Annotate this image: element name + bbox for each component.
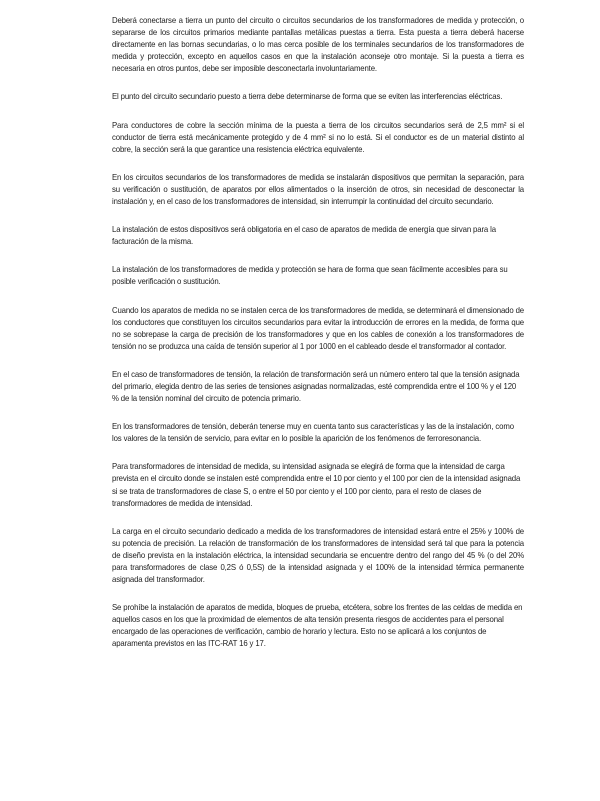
paragraph-conductor-section: Para conductores de cobre la sección mínima de la puesta a tierra de los circuitos secundarios será de 2,5 mm² si el conductor de tierra está mecánicamente protegido y de 4 mm² si no lo está. Si el conductor es de un material distinto al cobre, la sección será la que garantice una resistencia eléctrica equivalente. <box>112 119 524 154</box>
paragraph-separation-devices: En los circuitos secundarios de los transformadores de medida se instalarán dispositivos que permitan la separación, para su verificación o sustitución, de aparatos por ellos alimentados o la inserción de otros, sin necesidad de desconectar la instalación y, en el caso de los transformadores de intensidad, sin interrumpir la continuidad del circuito secundario. <box>112 171 524 207</box>
paragraph-secondary-burden: La carga en el circuito secundario dedicado a medida de los transformadores de intensidad estará entre el 25% y 100% de su potencia de precisión. La relación de transformación de los transformadores de intensidad será tal que para la potencia de diseño prevista en la instalación eléctrica, la intensidad secundaria se encuentre dentro del rango del 45 % (o del 20% para transformadores de clase 0,2S ó 0,5S) de la intensidad asignada y el 100% de la intensidad térmica permanente asignada del transformador. <box>112 525 524 585</box>
paragraph-grounding-secondary: Deberá conectarse a tierra un punto del circuito o circuitos secundarios de los transformadores de medida y protección, o separarse de los circuitos primarios mediante pantallas metálicas puestas a tierra. Esta puesta a tierra deberá hacerse directamente en las bornas secundarias, o lo mas cerca posible de los terminales secundarios de los transformadores de medida y protección, excepto en aquellos casos en que la instalación aconseje otro montaje. Si la puesta a tierra es necesaria en otros puntos, debe ser imposible desconectarla involuntariamente. <box>112 15 524 74</box>
paragraph-prohibition: Se prohíbe la instalación de aparatos de medida, bloques de prueba, etcétera, sobre los frentes de las celdas de medida en aquellos casos en los que la proximidad de elementos de alta tensión presenta riesgos de accidentes para el personal encargado de las operaciones de verificación, cambio de horario y lectura. Esto no se aplicará a los conjuntos de aparamenta previstos en las ITC-RAT 16 y 17. <box>112 602 523 649</box>
paragraph-voltage-ratio: En el caso de transformadores de tensión, la relación de transformación será un número entero tal que la tensión asignada del primario, elegida dentro de las series de tensiones asignadas normalizadas, esté comprendida entre el 100 % y el 120 % de la tensión nominal del circuito de potencia primario. <box>112 368 520 404</box>
paragraph-accessibility: La instalación de los transformadores de medida y protección se hara de forma que sean fácilmente accesibles para su posible verificación o sustitución. <box>112 264 508 287</box>
paragraph-current-rating: Para transformadores de intensidad de medida, su intensidad asignada se elegirá de forma que la intensidad de carga prevista en el circuito donde se instalen esté comprendida entre el 10 por ciento y el 100 por cien de la intensidad asignada si se trata de transformadores de clase S, o entre el 50 por ciento y el 100 por ciento, para el resto de clases de transformadores de medida de intensidad. <box>112 461 521 508</box>
paragraph-ferroresonance: En los transformadores de tensión, deberán tenerse muy en cuenta tanto sus características y las de la instalación, como los valores de la tensión de servicio, para evitar en lo posible la aparición de los fenómenos de ferroresonancia. <box>112 421 514 444</box>
paragraph-grounding-point: El punto del circuito secundario puesto a tierra debe determinarse de forma que se eviten las interferencias eléctricas. <box>112 91 503 102</box>
document-body <box>112 14 524 666</box>
paragraph-conductor-dimensioning: Cuando los aparatos de medida no se instalen cerca de los transformadores de medida, se determinará el dimensionado de los conductores que constituyen los circuitos secundarios para evitar la introducción de errores en la medida, de forma que no se sobrepase la carga de precisión de los transformadores y que en los cables de conexión a los transformadores de tensión no se produzca una caída de tensión superior al 1 por 1000 en el cableado desde el transformador al contador. <box>112 304 524 351</box>
paragraph-devices-mandatory: La instalación de estos dispositivos será obligatoria en el caso de aparatos de medida de energía que sirvan para la facturación de la misma. <box>112 224 496 247</box>
